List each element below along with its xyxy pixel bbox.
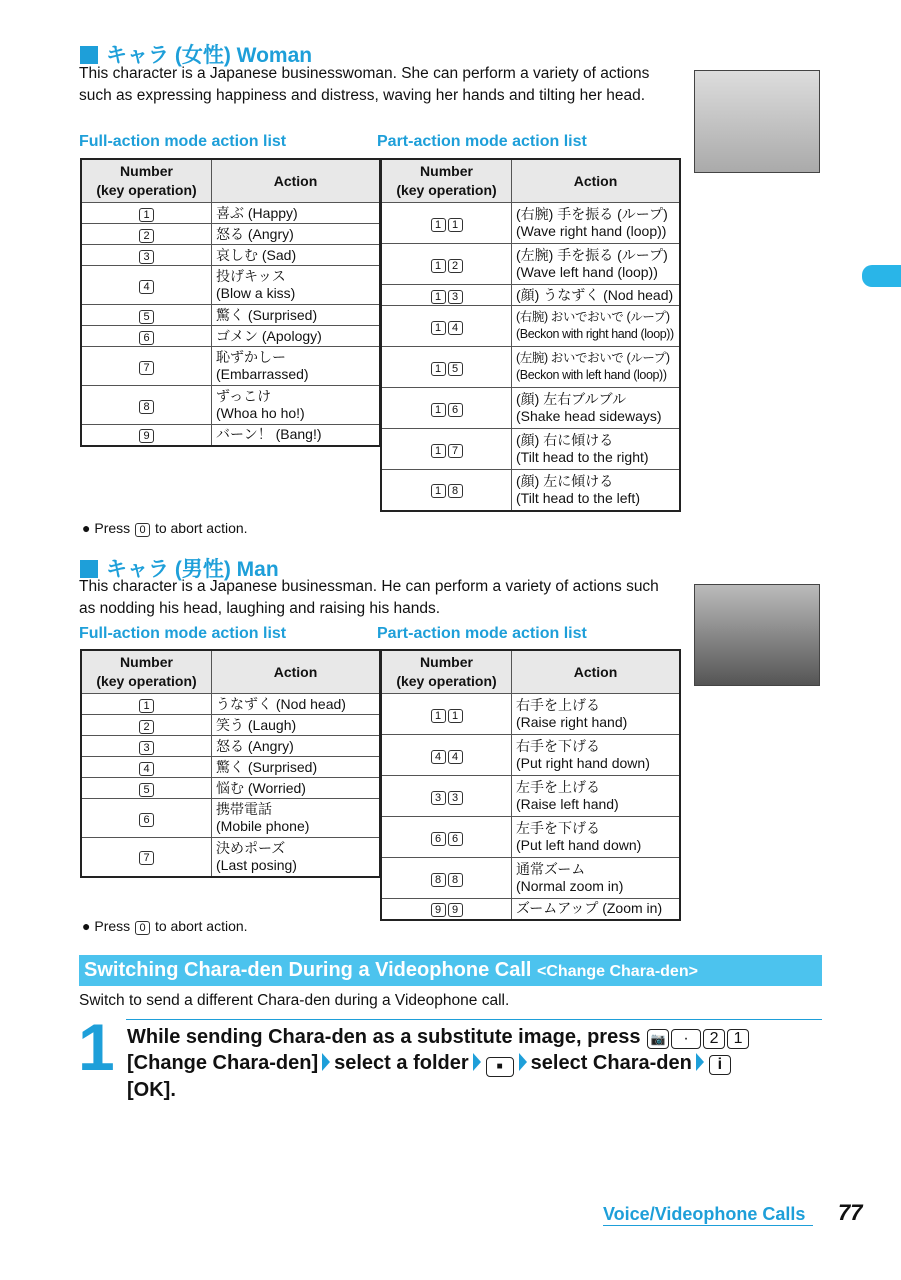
page-number: 77 <box>838 1200 863 1225</box>
key-1-icon: 1 <box>431 362 446 376</box>
key-4-icon: 4 <box>448 321 463 335</box>
key-1-icon: 1 <box>431 484 446 498</box>
section-desc: Switch to send a different Chara-den during a Videophone call. <box>79 992 510 1009</box>
action-text: 悩む (Worried) <box>216 779 306 796</box>
man-title: キャラ (男性) Man <box>106 558 279 581</box>
action-text: (Blow a kiss) <box>216 285 296 301</box>
woman-full-title: Full-action mode action list <box>79 133 287 150</box>
key-8-icon: 8 <box>448 484 463 498</box>
action-text: 左手を上げる <box>516 779 600 795</box>
action-cell <box>212 799 381 838</box>
key-4-icon: 4 <box>139 762 154 776</box>
action-text: (Put left hand down) <box>516 837 642 853</box>
action-text: (Shake head sideways) <box>516 408 662 424</box>
man-full-table <box>80 649 381 878</box>
action-text: 喜ぶ (Happy) <box>216 204 298 221</box>
key-cell <box>381 776 512 817</box>
key-cell <box>381 429 512 470</box>
key-1-icon: 1 <box>431 321 446 335</box>
action-text: (左腕) おいでおいで (ループ) <box>516 351 670 365</box>
woman-part-action-table <box>380 158 681 512</box>
key-cell <box>381 347 512 388</box>
table-row <box>381 244 680 285</box>
action-text: (左腕) 手を振る (ループ) <box>516 247 668 263</box>
action-text: (Mobile phone) <box>216 818 310 834</box>
table-row <box>81 305 380 326</box>
menu-key-icon: · <box>671 1029 701 1049</box>
key-1-icon: 1 <box>431 444 446 458</box>
action-text: (右腕) おいでおいで (ループ) <box>516 310 670 324</box>
arrow-icon <box>473 1053 481 1071</box>
action-cell <box>512 470 681 511</box>
table-row <box>381 429 680 470</box>
action-cell <box>512 858 681 899</box>
action-cell <box>512 776 681 817</box>
action-cell <box>212 245 381 266</box>
table-row <box>381 735 680 776</box>
action-text: 携帯電話 <box>216 801 272 817</box>
action-text: (Raise right hand) <box>516 714 628 730</box>
key-cell <box>381 858 512 899</box>
key-cell <box>81 266 212 305</box>
key-1-icon: 1 <box>727 1029 749 1049</box>
camera-key-icon: 📷 <box>647 1029 669 1049</box>
section-tag: <Change Chara-den> <box>537 963 698 980</box>
woman-full-action-table <box>80 158 381 447</box>
col-action-header: Action <box>212 159 381 203</box>
action-cell <box>212 757 381 778</box>
key-9-icon: 9 <box>139 429 154 443</box>
key-1-icon: 1 <box>431 218 446 232</box>
action-text: 哀しむ (Sad) <box>216 246 297 263</box>
action-text: 左手を下げる <box>516 820 600 836</box>
woman-part-title: Part-action mode action list <box>377 133 587 150</box>
footer-section: Voice/Videophone Calls <box>603 1204 813 1226</box>
action-text: 右手を下げる <box>516 738 600 754</box>
action-cell <box>512 429 681 470</box>
action-text: (Embarrassed) <box>216 366 309 382</box>
key-1-icon: 1 <box>448 218 463 232</box>
woman-part-table <box>380 158 681 512</box>
key-cell <box>381 203 512 244</box>
key-cell <box>381 306 512 347</box>
table-row <box>381 347 680 388</box>
key-cell <box>81 838 212 877</box>
action-text: (Last posing) <box>216 856 297 873</box>
section-title: Switching Chara-den During a Videophone Call <box>84 959 532 981</box>
table-row <box>81 203 380 224</box>
action-text: 恥ずかしー <box>216 349 286 365</box>
key-cell <box>381 388 512 429</box>
key-2-icon: 2 <box>139 229 154 243</box>
action-cell <box>512 694 681 735</box>
key-1-icon: 1 <box>431 709 446 723</box>
woman-desc: This character is a Japanese businesswoman. She can perform a variety of actions such as expressing happiness and distress, waving her hands and tilting her head. <box>79 65 650 104</box>
action-cell <box>212 778 381 799</box>
step-number: 1 <box>78 1010 115 1084</box>
action-cell <box>512 817 681 858</box>
action-cell <box>212 736 381 757</box>
col-action-header: Action <box>512 159 681 203</box>
action-cell <box>212 224 381 245</box>
key-6-icon: 6 <box>139 813 154 827</box>
key-1-icon: 1 <box>431 290 446 304</box>
action-text: (右腕) 手を振る (ループ) <box>516 206 668 222</box>
key-2-icon: 2 <box>703 1029 725 1049</box>
col-action-header: Action <box>512 650 681 694</box>
key-8-icon: 8 <box>139 400 154 414</box>
key-cell <box>381 285 512 306</box>
center-key-icon: ■ <box>486 1057 514 1077</box>
key-5-icon: 5 <box>139 310 154 324</box>
action-text: ズームアップ (Zoom in) <box>516 900 663 917</box>
key-cell <box>81 224 212 245</box>
action-text: (Normal zoom in) <box>516 878 624 894</box>
table-row <box>381 306 680 347</box>
step-divider <box>126 1019 822 1020</box>
key-3-icon: 3 <box>139 741 154 755</box>
col-number-header: Number (key operation) <box>81 159 212 203</box>
key-9-icon: 9 <box>431 903 446 917</box>
action-text: 驚く (Surprised) <box>216 758 318 775</box>
man-character-image <box>694 584 820 686</box>
key-2-icon: 2 <box>448 259 463 273</box>
action-text: ゴメン (Apology) <box>216 327 322 344</box>
action-cell <box>512 735 681 776</box>
action-text: 驚く (Surprised) <box>216 306 318 323</box>
action-text: (Beckon with right hand (loop)) <box>516 327 674 341</box>
key-3-icon: 3 <box>431 791 446 805</box>
action-text: (顔) 左に傾ける <box>516 472 614 489</box>
table-row <box>81 736 380 757</box>
key-cell <box>81 326 212 347</box>
action-cell <box>212 386 381 425</box>
table-row <box>81 799 380 838</box>
key-cell <box>381 817 512 858</box>
key-0-icon: 0 <box>135 921 150 935</box>
chapter-tab <box>862 265 901 287</box>
table-row <box>81 757 380 778</box>
table-row <box>81 694 380 715</box>
table-row <box>81 326 380 347</box>
key-cell <box>381 470 512 511</box>
action-text: 決めポーズ <box>216 839 286 856</box>
key-7-icon: 7 <box>448 444 463 458</box>
section-bar <box>79 955 822 986</box>
action-cell <box>212 326 381 347</box>
action-text: (Tilt head to the left) <box>516 489 640 506</box>
key-1-icon: 1 <box>139 699 154 713</box>
key-8-icon: 8 <box>431 873 446 887</box>
key-3-icon: 3 <box>448 791 463 805</box>
key-2-icon: 2 <box>139 720 154 734</box>
action-cell <box>212 425 381 446</box>
woman-full-table <box>80 158 381 447</box>
key-5-icon: 5 <box>448 362 463 376</box>
action-cell <box>212 203 381 224</box>
man-part-action-table <box>380 649 681 921</box>
key-cell <box>81 799 212 838</box>
key-7-icon: 7 <box>139 851 154 865</box>
action-cell <box>512 244 681 285</box>
action-text: 投げキッス <box>216 268 286 284</box>
man-full-title: Full-action mode action list <box>79 625 287 642</box>
table-row <box>81 245 380 266</box>
man-desc: This character is a Japanese businessman. He can perform a variety of actions such as nodding his head, laughing and raising his hands. <box>79 578 659 617</box>
arrow-icon <box>519 1053 527 1071</box>
table-row <box>81 224 380 245</box>
key-1-icon: 1 <box>139 208 154 222</box>
key-cell <box>81 386 212 425</box>
table-row <box>81 715 380 736</box>
key-cell <box>81 778 212 799</box>
action-text: (Tilt head to the right) <box>516 449 649 465</box>
action-cell <box>512 899 681 920</box>
table-row <box>81 347 380 386</box>
key-cell <box>381 735 512 776</box>
action-cell <box>512 285 681 306</box>
key-9-icon: 9 <box>448 903 463 917</box>
key-cell <box>81 757 212 778</box>
action-text: (Wave right hand (loop)) <box>516 223 667 239</box>
arrow-icon <box>322 1053 330 1071</box>
table-row <box>381 388 680 429</box>
woman-character-image <box>694 70 820 173</box>
action-text: 笑う (Laugh) <box>216 716 297 733</box>
col-number-header: Number (key operation) <box>381 650 512 694</box>
col-action-header: Action <box>212 650 381 694</box>
woman-note: ● Press 0 to abort action. <box>82 520 248 536</box>
action-text: (Whoa ho ho!) <box>216 405 305 421</box>
table-row <box>81 778 380 799</box>
action-text: 右手を上げる <box>516 697 600 713</box>
i-mode-key-icon: i <box>709 1055 731 1075</box>
action-cell <box>212 266 381 305</box>
key-3-icon: 3 <box>448 290 463 304</box>
action-cell <box>512 306 681 347</box>
arrow-icon <box>696 1053 704 1071</box>
action-text: ずっこけ <box>216 388 272 404</box>
key-cell <box>81 305 212 326</box>
action-text: 通常ズーム <box>516 861 586 877</box>
table-row <box>381 694 680 735</box>
key-cell <box>81 694 212 715</box>
table-row <box>81 386 380 425</box>
key-5-icon: 5 <box>139 783 154 797</box>
key-1-icon: 1 <box>448 709 463 723</box>
action-text: (顔) 右に傾ける <box>516 432 614 448</box>
key-cell <box>81 715 212 736</box>
action-text: (Wave left hand (loop)) <box>516 264 658 280</box>
action-cell <box>512 388 681 429</box>
action-text: (顔) うなずく (Nod head) <box>516 286 674 303</box>
table-row <box>381 203 680 244</box>
table-row <box>381 899 680 920</box>
table-row <box>381 470 680 511</box>
table-row <box>81 838 380 877</box>
action-cell <box>512 347 681 388</box>
woman-title: キャラ (女性) Woman <box>106 44 313 67</box>
action-text: 怒る (Angry) <box>216 737 294 754</box>
col-number-header: Number (key operation) <box>381 159 512 203</box>
table-row <box>381 858 680 899</box>
man-full-action-table <box>80 649 381 878</box>
table-row <box>381 285 680 306</box>
step-text: While sending Chara-den as a substitute image, press 📷 · 2 1 [Change Chara-den] select a folder ■ select Chara-den i [OK]. <box>127 1024 827 1103</box>
action-text: バーン！ (Bang!) <box>216 426 322 443</box>
table-row <box>381 776 680 817</box>
col-number-header: Number (key operation) <box>81 650 212 694</box>
key-cell <box>81 245 212 266</box>
key-6-icon: 6 <box>448 403 463 417</box>
key-3-icon: 3 <box>139 250 154 264</box>
man-part-table <box>380 649 681 921</box>
action-text: (Put right hand down) <box>516 755 650 771</box>
key-cell <box>81 736 212 757</box>
table-row <box>81 425 380 446</box>
action-cell <box>212 694 381 715</box>
key-cell <box>81 347 212 386</box>
key-1-icon: 1 <box>431 259 446 273</box>
man-part-title: Part-action mode action list <box>377 625 587 642</box>
action-cell <box>212 715 381 736</box>
action-cell <box>212 838 381 877</box>
key-cell <box>381 244 512 285</box>
key-4-icon: 4 <box>139 280 154 294</box>
key-cell <box>81 425 212 446</box>
key-cell <box>81 203 212 224</box>
table-row <box>81 266 380 305</box>
key-4-icon: 4 <box>448 750 463 764</box>
key-cell <box>381 899 512 920</box>
key-4-icon: 4 <box>431 750 446 764</box>
key-8-icon: 8 <box>448 873 463 887</box>
key-6-icon: 6 <box>431 832 446 846</box>
action-text: (Beckon with left hand (loop)) <box>516 368 667 382</box>
key-1-icon: 1 <box>431 403 446 417</box>
action-cell <box>212 347 381 386</box>
action-text: 怒る (Angry) <box>216 225 294 242</box>
table-row <box>381 817 680 858</box>
key-7-icon: 7 <box>139 361 154 375</box>
man-note: ● Press 0 to abort action. <box>82 918 248 934</box>
key-cell <box>381 694 512 735</box>
action-text: うなずく (Nod head) <box>216 695 346 712</box>
action-cell <box>212 305 381 326</box>
key-6-icon: 6 <box>448 832 463 846</box>
key-6-icon: 6 <box>139 331 154 345</box>
action-text: (顔) 左右ブルブル <box>516 391 627 407</box>
action-text: (Raise left hand) <box>516 796 619 812</box>
action-cell <box>512 203 681 244</box>
key-0-icon: 0 <box>135 523 150 537</box>
